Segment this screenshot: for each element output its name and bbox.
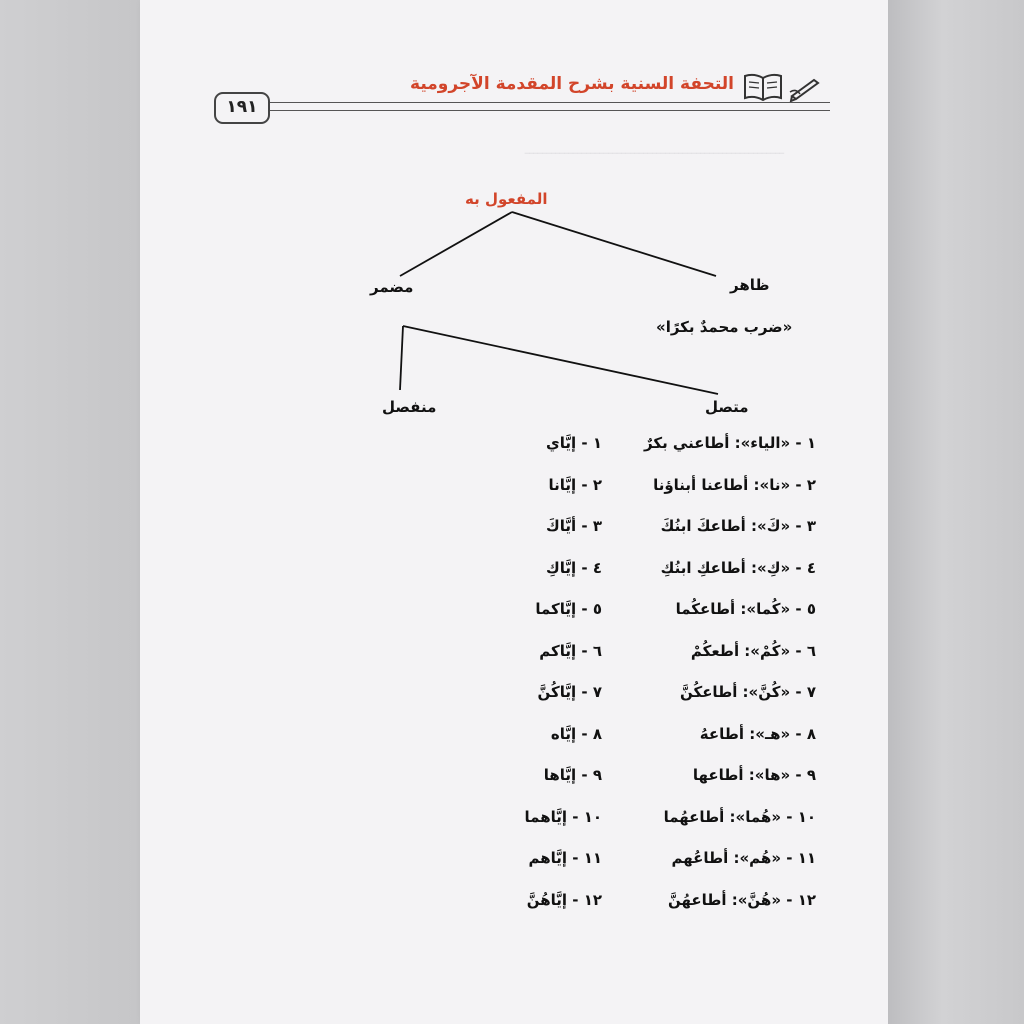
list-item: ١ - إيَّاي [546,434,602,452]
bleed-through-text: ـــــــــــــــــــــــــــــــــــــــــــــــــــــــــــ [524,140,784,158]
tree-root-object: المفعول به [465,190,548,208]
list-item: ٢ - «نا»: أطاعنا أبناؤنا [653,475,816,494]
tree-node-connected: متصل [705,398,749,416]
list-item: ٨ - «هـ»: أطاعهُ [699,724,816,743]
book-title: التحفة السنية بشرح المقدمة الآجرومية [410,74,734,94]
list-item: ٤ - إيَّاكِ [546,558,602,577]
list-item: ٥ - إيَّاكما [535,600,602,618]
list-item: ١٠ - «هُما»: أطاعهُما [663,807,816,826]
list-item: ٣ - «كَ»: أطاعكَ ابنُكَ [660,517,816,535]
tree-explicit-example: «ضرب محمدٌ بكرًا» [656,318,793,336]
list-item: ٤ - «كِ»: أطاعكِ ابنُكِ [660,558,816,577]
list-item: ١ - «الياء»: أطاعني بكرٌ [644,434,816,452]
list-item: ١١ - إيَّاهم [528,849,602,867]
list-item: ٦ - «كُمْ»: أطعكُمْ [690,641,816,660]
tree-node-explicit: ظاهر [730,276,770,294]
list-item: ٥ - «كُما»: أطاعكُما [675,600,816,618]
list-item: ٩ - «ها»: أطاعها [692,766,816,784]
list-item: ١١ - «هُم»: أطاعُهم [671,849,816,867]
tree-node-separate: منفصل [382,398,437,416]
list-item: ٨ - إيَّاه [550,724,602,743]
page-number: ١٩١ [214,92,270,124]
separate-pronouns-list [382,434,602,932]
list-item: ٧ - «كُنَّ»: أطاعكُنَّ [679,683,816,701]
list-item: ١٢ - إيَّاهُنَّ [526,890,602,909]
list-item: ٧ - إيَّاكُنَّ [537,683,602,701]
list-item: ٢ - إيَّانا [548,475,602,494]
list-item: ٣ - أيَّاكَ [546,517,602,535]
list-item: ٩ - إيَّاها [543,766,602,784]
list-item: ١٠ - إيَّاهما [524,807,602,826]
list-item: ١٢ - «هُنَّ»: أطاعهُنَّ [667,890,816,909]
list-item: ٦ - إيَّاكم [539,641,602,660]
tree-node-implicit: مضمر [370,278,414,296]
